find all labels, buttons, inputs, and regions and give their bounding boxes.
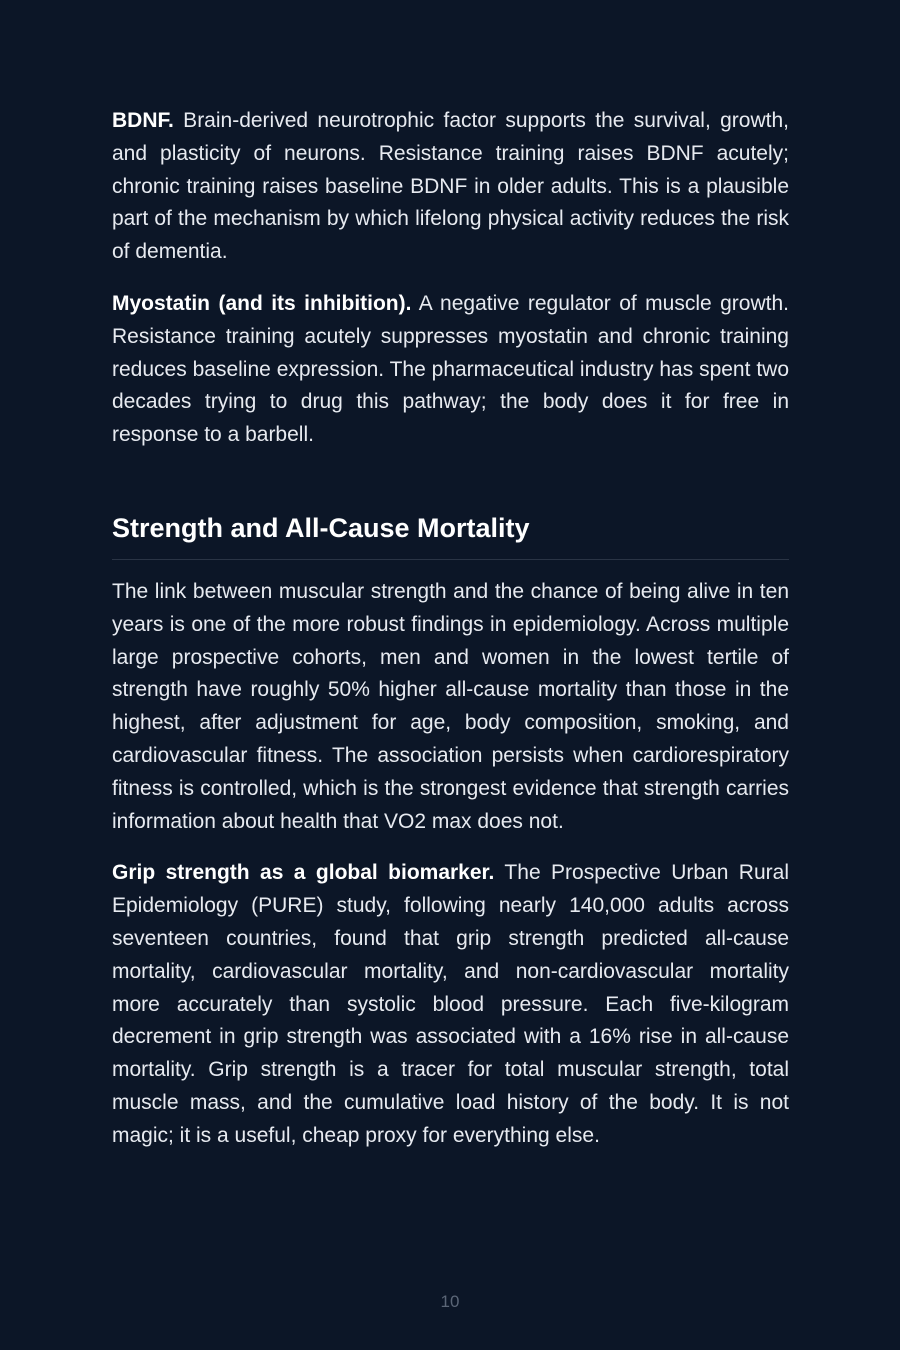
section-heading: Strength and All-Cause Mortality xyxy=(112,512,530,543)
bdnf-text: Brain-derived neurotrophic factor supports the survival, growth, and plasticity of neurons. Resistance training raises BDNF acutely; chronic training raises baseline BDNF in older adults. This is a plausible part of the mechanism by which lifelong physical activity reduces the risk of dementia. xyxy=(112,109,789,264)
myostatin-paragraph xyxy=(112,288,789,452)
bdnf-lead: BDNF. xyxy=(112,109,174,132)
bdnf-paragraph xyxy=(112,105,789,269)
heading-divider xyxy=(112,559,789,560)
page-number: 10 xyxy=(440,1292,460,1311)
page-content xyxy=(112,105,789,1153)
grip-text: The Prospective Urban Rural Epidemiology (PURE) study, following nearly 140,000 adults across seventeen countries, found that grip strength predicted all-cause mortality, cardiovascular mortality, and non-cardiovascular mortality more accurately than systolic blood pressure. Each five-kilogram decrement in grip strength was associated with a 16% rise in all-cause mortality. Grip strength is a tracer for total muscular strength, total muscle mass, and the cumulative load history of the body. It is not magic; it is a useful, cheap proxy for everything else. xyxy=(112,861,789,1147)
grip-lead: Grip strength as a global biomarker. xyxy=(112,861,495,885)
myostatin-text: A negative regulator of muscle growth. Resistance training acutely suppresses myostatin and chronic training reduces baseline expression. The pharmaceutical industry has spent two decades trying to drug this pathway; the body does it for free in response to a barbell. xyxy=(112,291,789,447)
grip-paragraph xyxy=(112,857,789,1152)
myostatin-lead: Myostatin (and its inhibition). xyxy=(112,291,412,315)
mortality-paragraph: The link between muscular strength and the chance of being alive in ten years is one of the more robust findings in epidemiology. Across multiple large prospective cohorts, men and women in the lowest tertile of strength have roughly 50% higher all-cause mortality than those in the highest, after adjustment for age, body composition, smoking, and cardiovascular fitness. The association persists when cardiorespiratory fitness is controlled, which is the strongest evidence that strength carries information about health that VO2 max does not. xyxy=(112,579,789,833)
